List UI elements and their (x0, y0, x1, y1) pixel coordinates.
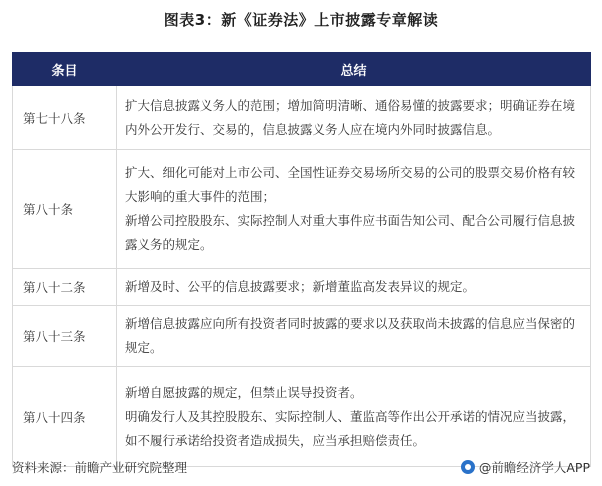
summary-paragraph: 新增及时、公平的信息披露要求；新增董监高发表异议的规定。 (125, 279, 476, 294)
table-row (13, 269, 591, 306)
summary-paragraph: 新增信息披露应向所有投资者同时披露的要求以及获取尚未披露的信息应当保密的规定。 (125, 316, 576, 355)
brand-credit (461, 458, 590, 476)
summary-cell (117, 86, 591, 150)
table-row (13, 150, 591, 269)
disclosure-table (12, 52, 591, 467)
summary-paragraph: 扩大、细化可能对上市公司、全国性证券交易场所交易的公司的股票交易价格有较大影响的重大事件的范围； (125, 165, 576, 204)
summary-cell (117, 150, 591, 269)
source-note: 资料来源：前瞻产业研究院整理 (12, 460, 188, 475)
article-cell: 第八十二条 (13, 269, 117, 306)
page-title: 图表3：新《证券法》上市披露专章解读 (163, 11, 439, 29)
brand-label: @前瞻经济学人APP (478, 460, 590, 475)
summary-cell (117, 367, 591, 467)
table-row (13, 367, 591, 467)
table-row (13, 86, 591, 150)
summary-cell (117, 269, 591, 306)
summary-paragraph: 新增公司控股股东、实际控制人对重大事件应书面告知公司、配合公司履行信息披露义务的规定。 (125, 213, 576, 252)
article-cell: 第八十条 (13, 150, 117, 269)
summary-paragraph: 新增自愿披露的规定，但禁止误导投资者。 (125, 384, 363, 400)
column-header-article: 条目 (13, 53, 117, 86)
footer (12, 458, 590, 478)
table-header-row (13, 53, 591, 86)
table-row (13, 306, 591, 367)
column-header-summary: 总结 (117, 53, 591, 86)
weibo-logo-icon (461, 460, 475, 474)
article-cell: 第八十四条 (13, 367, 117, 467)
summary-paragraph: 扩大信息披露义务人的范围；增加简明清晰、通俗易懂的披露要求；明确证券在境内外公开发行、交易的，信息披露义务人应在境内外同时披露信息。 (125, 97, 576, 137)
article-cell: 第八十三条 (13, 306, 117, 367)
summary-cell (117, 306, 591, 367)
article-cell: 第七十八条 (13, 86, 117, 150)
summary-paragraph: 明确发行人及其控股股东、实际控制人、董监高等作出公开承诺的情况应当披露，如不履行承诺给投资者造成损失，应当承担赔偿责任。 (125, 408, 576, 448)
